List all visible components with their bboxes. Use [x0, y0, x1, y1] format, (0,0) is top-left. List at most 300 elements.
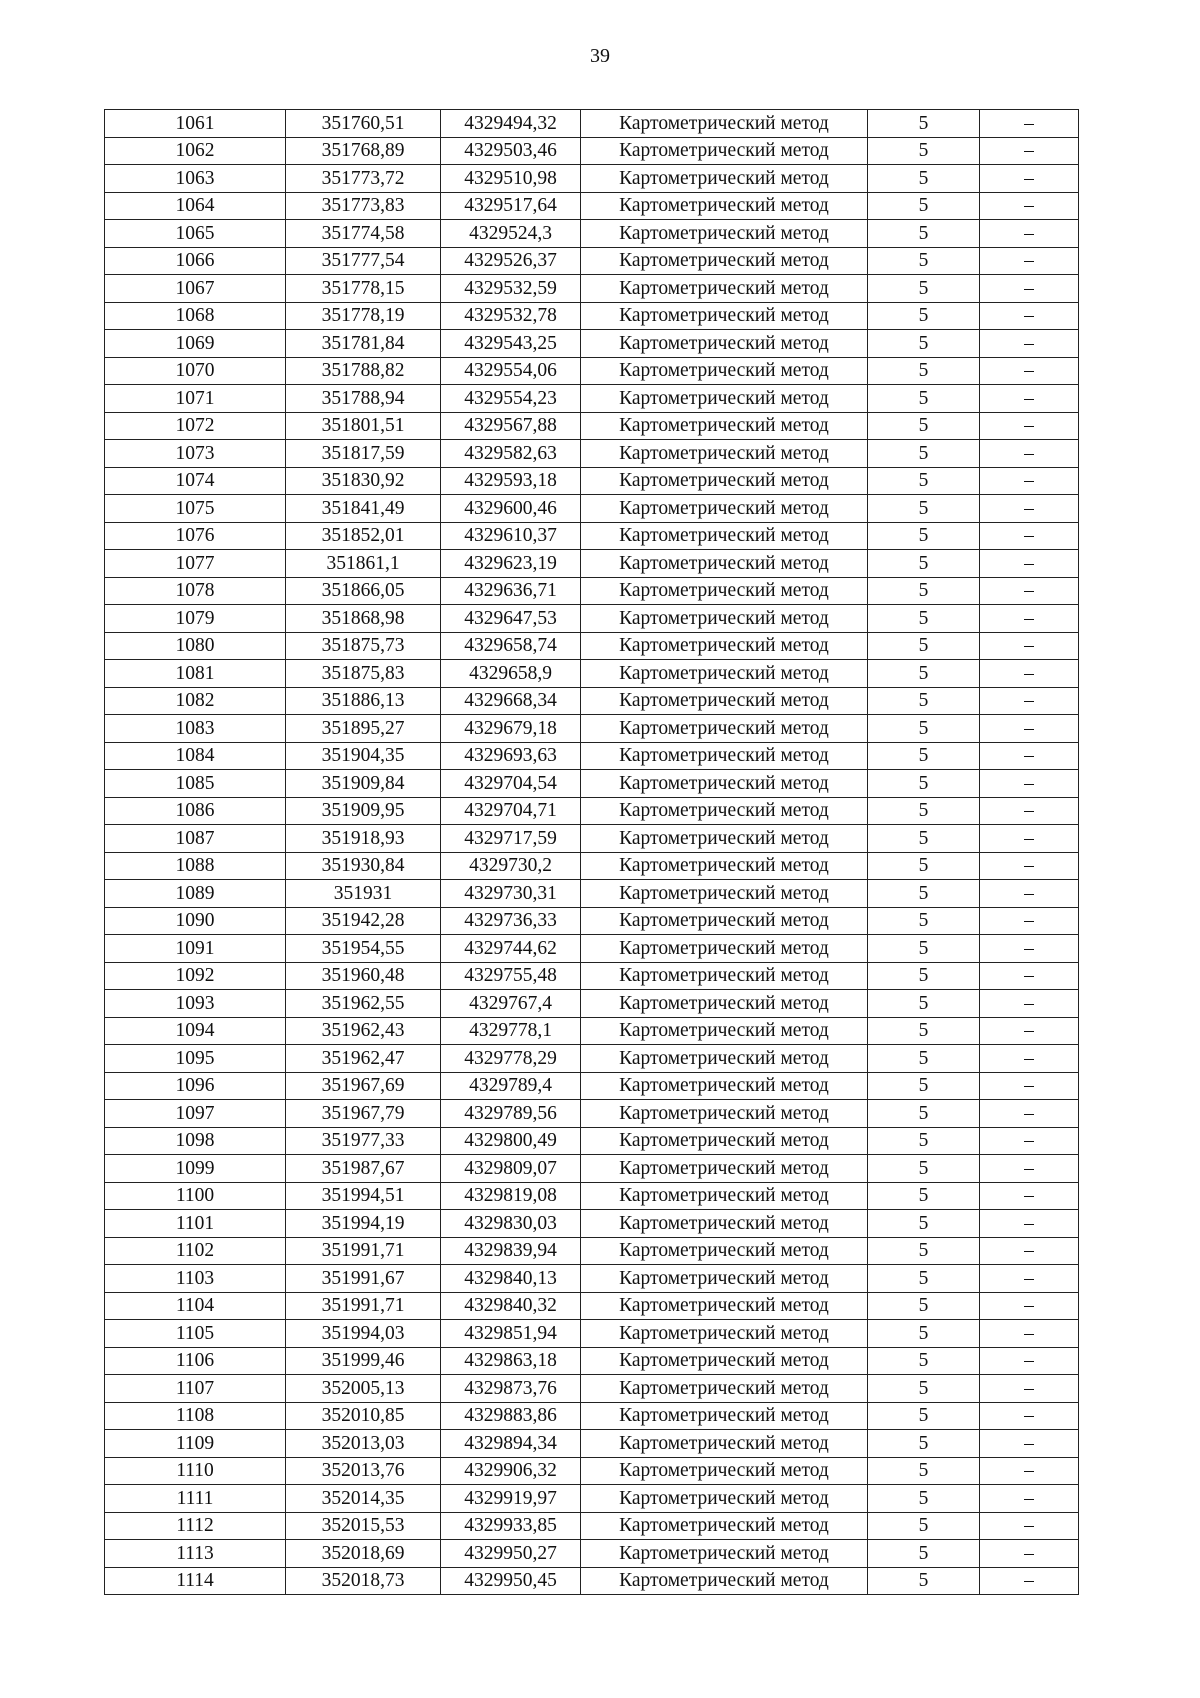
- y-coordinate-cell: 4329582,63: [441, 440, 581, 468]
- table-row: [105, 660, 1079, 688]
- y-coordinate-cell: 4329554,23: [441, 385, 581, 413]
- method-cell: Картометрический метод: [581, 1210, 868, 1238]
- point-number-cell: 1105: [105, 1320, 286, 1348]
- description-cell: –: [980, 687, 1079, 715]
- accuracy-cell: 5: [868, 192, 980, 220]
- method-cell: Картометрический метод: [581, 1045, 868, 1073]
- y-coordinate-cell: 4329730,2: [441, 852, 581, 880]
- x-coordinate-cell: 351977,33: [286, 1127, 441, 1155]
- method-cell: Картометрический метод: [581, 385, 868, 413]
- method-cell: Картометрический метод: [581, 1402, 868, 1430]
- description-cell: –: [980, 1540, 1079, 1568]
- table-row: [105, 1292, 1079, 1320]
- description-cell: –: [980, 1567, 1079, 1595]
- y-coordinate-cell: 4329883,86: [441, 1402, 581, 1430]
- description-cell: –: [980, 880, 1079, 908]
- point-number-cell: 1095: [105, 1045, 286, 1073]
- accuracy-cell: 5: [868, 1155, 980, 1183]
- method-cell: Картометрический метод: [581, 935, 868, 963]
- point-number-cell: 1061: [105, 110, 286, 138]
- y-coordinate-cell: 4329593,18: [441, 467, 581, 495]
- y-coordinate-cell: 4329778,1: [441, 1017, 581, 1045]
- description-cell: –: [980, 962, 1079, 990]
- point-number-cell: 1089: [105, 880, 286, 908]
- description-cell: –: [980, 137, 1079, 165]
- x-coordinate-cell: 352005,13: [286, 1375, 441, 1403]
- description-cell: –: [980, 1182, 1079, 1210]
- description-cell: –: [980, 797, 1079, 825]
- y-coordinate-cell: 4329800,49: [441, 1127, 581, 1155]
- description-cell: –: [980, 1485, 1079, 1513]
- description-cell: –: [980, 522, 1079, 550]
- table-row: [105, 1265, 1079, 1293]
- description-cell: –: [980, 770, 1079, 798]
- x-coordinate-cell: 351841,49: [286, 495, 441, 523]
- y-coordinate-cell: 4329668,34: [441, 687, 581, 715]
- point-number-cell: 1068: [105, 302, 286, 330]
- x-coordinate-cell: 351788,94: [286, 385, 441, 413]
- table-row: [105, 990, 1079, 1018]
- table-row: [105, 550, 1079, 578]
- x-coordinate-cell: 351886,13: [286, 687, 441, 715]
- x-coordinate-cell: 351760,51: [286, 110, 441, 138]
- y-coordinate-cell: 4329919,97: [441, 1485, 581, 1513]
- method-cell: Картометрический метод: [581, 907, 868, 935]
- y-coordinate-cell: 4329789,4: [441, 1072, 581, 1100]
- x-coordinate-cell: 351778,19: [286, 302, 441, 330]
- method-cell: Картометрический метод: [581, 1430, 868, 1458]
- point-number-cell: 1065: [105, 220, 286, 248]
- x-coordinate-cell: 351875,83: [286, 660, 441, 688]
- accuracy-cell: 5: [868, 1430, 980, 1458]
- table-row: [105, 1182, 1079, 1210]
- table-row: [105, 1430, 1079, 1458]
- x-coordinate-cell: 351868,98: [286, 605, 441, 633]
- table-row: [105, 385, 1079, 413]
- accuracy-cell: 5: [868, 962, 980, 990]
- point-number-cell: 1102: [105, 1237, 286, 1265]
- method-cell: Картометрический метод: [581, 1155, 868, 1183]
- table-row: [105, 1347, 1079, 1375]
- x-coordinate-cell: 351962,43: [286, 1017, 441, 1045]
- table-row: [105, 330, 1079, 358]
- table-row: [105, 1540, 1079, 1568]
- accuracy-cell: 5: [868, 522, 980, 550]
- table-row: [105, 467, 1079, 495]
- y-coordinate-cell: 4329778,29: [441, 1045, 581, 1073]
- point-number-cell: 1099: [105, 1155, 286, 1183]
- method-cell: Картометрический метод: [581, 797, 868, 825]
- accuracy-cell: 5: [868, 137, 980, 165]
- accuracy-cell: 5: [868, 660, 980, 688]
- x-coordinate-cell: 351967,69: [286, 1072, 441, 1100]
- x-coordinate-cell: 351942,28: [286, 907, 441, 935]
- point-number-cell: 1088: [105, 852, 286, 880]
- y-coordinate-cell: 4329755,48: [441, 962, 581, 990]
- accuracy-cell: 5: [868, 935, 980, 963]
- table-row: [105, 302, 1079, 330]
- x-coordinate-cell: 351991,71: [286, 1237, 441, 1265]
- description-cell: –: [980, 825, 1079, 853]
- accuracy-cell: 5: [868, 880, 980, 908]
- x-coordinate-cell: 351781,84: [286, 330, 441, 358]
- y-coordinate-cell: 4329658,9: [441, 660, 581, 688]
- method-cell: Картометрический метод: [581, 852, 868, 880]
- accuracy-cell: 5: [868, 687, 980, 715]
- accuracy-cell: 5: [868, 1402, 980, 1430]
- coordinates-table: [104, 109, 1079, 1595]
- table-row: [105, 192, 1079, 220]
- x-coordinate-cell: 351852,01: [286, 522, 441, 550]
- x-coordinate-cell: 351987,67: [286, 1155, 441, 1183]
- x-coordinate-cell: 351861,1: [286, 550, 441, 578]
- table-row: [105, 1375, 1079, 1403]
- table-row: [105, 1320, 1079, 1348]
- y-coordinate-cell: 4329647,53: [441, 605, 581, 633]
- table-row: [105, 1210, 1079, 1238]
- method-cell: Картометрический метод: [581, 192, 868, 220]
- method-cell: Картометрический метод: [581, 1320, 868, 1348]
- accuracy-cell: 5: [868, 1512, 980, 1540]
- table-row: [105, 687, 1079, 715]
- method-cell: Картометрический метод: [581, 1485, 868, 1513]
- accuracy-cell: 5: [868, 412, 980, 440]
- x-coordinate-cell: 352014,35: [286, 1485, 441, 1513]
- accuracy-cell: 5: [868, 1457, 980, 1485]
- table-row: [105, 1457, 1079, 1485]
- x-coordinate-cell: 351866,05: [286, 577, 441, 605]
- table-row: [105, 1485, 1079, 1513]
- method-cell: Картометрический метод: [581, 1347, 868, 1375]
- accuracy-cell: 5: [868, 1182, 980, 1210]
- point-number-cell: 1113: [105, 1540, 286, 1568]
- method-cell: Картометрический метод: [581, 880, 868, 908]
- point-number-cell: 1086: [105, 797, 286, 825]
- y-coordinate-cell: 4329863,18: [441, 1347, 581, 1375]
- x-coordinate-cell: 351994,03: [286, 1320, 441, 1348]
- point-number-cell: 1075: [105, 495, 286, 523]
- page-number: 39: [590, 45, 610, 67]
- table-row: [105, 605, 1079, 633]
- y-coordinate-cell: 4329809,07: [441, 1155, 581, 1183]
- table-row: [105, 852, 1079, 880]
- x-coordinate-cell: 351960,48: [286, 962, 441, 990]
- y-coordinate-cell: 4329517,64: [441, 192, 581, 220]
- x-coordinate-cell: 352013,76: [286, 1457, 441, 1485]
- method-cell: Картометрический метод: [581, 467, 868, 495]
- description-cell: –: [980, 660, 1079, 688]
- coordinates-table-body: [105, 110, 1079, 1595]
- accuracy-cell: 5: [868, 1237, 980, 1265]
- description-cell: –: [980, 330, 1079, 358]
- x-coordinate-cell: 351895,27: [286, 715, 441, 743]
- y-coordinate-cell: 4329789,56: [441, 1100, 581, 1128]
- y-coordinate-cell: 4329526,37: [441, 247, 581, 275]
- point-number-cell: 1077: [105, 550, 286, 578]
- method-cell: Картометрический метод: [581, 275, 868, 303]
- x-coordinate-cell: 351830,92: [286, 467, 441, 495]
- description-cell: –: [980, 907, 1079, 935]
- y-coordinate-cell: 4329851,94: [441, 1320, 581, 1348]
- description-cell: –: [980, 1512, 1079, 1540]
- y-coordinate-cell: 4329704,54: [441, 770, 581, 798]
- method-cell: Картометрический метод: [581, 715, 868, 743]
- point-number-cell: 1062: [105, 137, 286, 165]
- y-coordinate-cell: 4329543,25: [441, 330, 581, 358]
- table-row: [105, 935, 1079, 963]
- y-coordinate-cell: 4329503,46: [441, 137, 581, 165]
- point-number-cell: 1106: [105, 1347, 286, 1375]
- table-row: [105, 495, 1079, 523]
- accuracy-cell: 5: [868, 1540, 980, 1568]
- method-cell: Картометрический метод: [581, 1237, 868, 1265]
- accuracy-cell: 5: [868, 632, 980, 660]
- description-cell: –: [980, 1045, 1079, 1073]
- y-coordinate-cell: 4329679,18: [441, 715, 581, 743]
- y-coordinate-cell: 4329950,45: [441, 1567, 581, 1595]
- point-number-cell: 1064: [105, 192, 286, 220]
- x-coordinate-cell: 351931: [286, 880, 441, 908]
- table-row: [105, 1402, 1079, 1430]
- description-cell: –: [980, 1210, 1079, 1238]
- table-row: [105, 1072, 1079, 1100]
- y-coordinate-cell: 4329717,59: [441, 825, 581, 853]
- accuracy-cell: 5: [868, 550, 980, 578]
- accuracy-cell: 5: [868, 495, 980, 523]
- point-number-cell: 1091: [105, 935, 286, 963]
- y-coordinate-cell: 4329839,94: [441, 1237, 581, 1265]
- method-cell: Картометрический метод: [581, 302, 868, 330]
- point-number-cell: 1101: [105, 1210, 286, 1238]
- accuracy-cell: 5: [868, 1485, 980, 1513]
- table-row: [105, 137, 1079, 165]
- description-cell: –: [980, 1072, 1079, 1100]
- table-row: [105, 632, 1079, 660]
- accuracy-cell: 5: [868, 1265, 980, 1293]
- accuracy-cell: 5: [868, 220, 980, 248]
- description-cell: –: [980, 1017, 1079, 1045]
- point-number-cell: 1071: [105, 385, 286, 413]
- x-coordinate-cell: 351817,59: [286, 440, 441, 468]
- method-cell: Картометрический метод: [581, 1072, 868, 1100]
- y-coordinate-cell: 4329610,37: [441, 522, 581, 550]
- method-cell: Картометрический метод: [581, 247, 868, 275]
- x-coordinate-cell: 351918,93: [286, 825, 441, 853]
- point-number-cell: 1103: [105, 1265, 286, 1293]
- table-row: [105, 1567, 1079, 1595]
- y-coordinate-cell: 4329840,13: [441, 1265, 581, 1293]
- description-cell: –: [980, 412, 1079, 440]
- point-number-cell: 1097: [105, 1100, 286, 1128]
- x-coordinate-cell: 351994,19: [286, 1210, 441, 1238]
- accuracy-cell: 5: [868, 1320, 980, 1348]
- method-cell: Картометрический метод: [581, 825, 868, 853]
- y-coordinate-cell: 4329532,59: [441, 275, 581, 303]
- description-cell: –: [980, 110, 1079, 138]
- accuracy-cell: 5: [868, 797, 980, 825]
- accuracy-cell: 5: [868, 605, 980, 633]
- method-cell: Картометрический метод: [581, 110, 868, 138]
- method-cell: Картометрический метод: [581, 605, 868, 633]
- x-coordinate-cell: 351777,54: [286, 247, 441, 275]
- point-number-cell: 1082: [105, 687, 286, 715]
- accuracy-cell: 5: [868, 577, 980, 605]
- accuracy-cell: 5: [868, 385, 980, 413]
- accuracy-cell: 5: [868, 302, 980, 330]
- description-cell: –: [980, 1292, 1079, 1320]
- description-cell: –: [980, 302, 1079, 330]
- point-number-cell: 1074: [105, 467, 286, 495]
- table-row: [105, 247, 1079, 275]
- description-cell: –: [980, 990, 1079, 1018]
- point-number-cell: 1110: [105, 1457, 286, 1485]
- description-cell: –: [980, 1265, 1079, 1293]
- method-cell: Картометрический метод: [581, 742, 868, 770]
- y-coordinate-cell: 4329906,32: [441, 1457, 581, 1485]
- table-row: [105, 1127, 1079, 1155]
- method-cell: Картометрический метод: [581, 687, 868, 715]
- x-coordinate-cell: 351788,82: [286, 357, 441, 385]
- accuracy-cell: 5: [868, 467, 980, 495]
- description-cell: –: [980, 715, 1079, 743]
- table-row: [105, 1045, 1079, 1073]
- method-cell: Картометрический метод: [581, 440, 868, 468]
- x-coordinate-cell: 351773,83: [286, 192, 441, 220]
- table-row: [105, 770, 1079, 798]
- accuracy-cell: 5: [868, 715, 980, 743]
- point-number-cell: 1078: [105, 577, 286, 605]
- y-coordinate-cell: 4329510,98: [441, 165, 581, 193]
- accuracy-cell: 5: [868, 1210, 980, 1238]
- point-number-cell: 1100: [105, 1182, 286, 1210]
- point-number-cell: 1098: [105, 1127, 286, 1155]
- x-coordinate-cell: 351999,46: [286, 1347, 441, 1375]
- table-row: [105, 357, 1079, 385]
- table-row: [105, 797, 1079, 825]
- accuracy-cell: 5: [868, 1347, 980, 1375]
- description-cell: –: [980, 385, 1079, 413]
- description-cell: –: [980, 440, 1079, 468]
- method-cell: Картометрический метод: [581, 770, 868, 798]
- accuracy-cell: 5: [868, 275, 980, 303]
- table-row: [105, 1512, 1079, 1540]
- accuracy-cell: 5: [868, 1292, 980, 1320]
- point-number-cell: 1072: [105, 412, 286, 440]
- y-coordinate-cell: 4329554,06: [441, 357, 581, 385]
- description-cell: –: [980, 632, 1079, 660]
- y-coordinate-cell: 4329950,27: [441, 1540, 581, 1568]
- x-coordinate-cell: 351778,15: [286, 275, 441, 303]
- x-coordinate-cell: 351991,71: [286, 1292, 441, 1320]
- point-number-cell: 1079: [105, 605, 286, 633]
- table-row: [105, 577, 1079, 605]
- method-cell: Картометрический метод: [581, 330, 868, 358]
- accuracy-cell: 5: [868, 1017, 980, 1045]
- table-row: [105, 165, 1079, 193]
- method-cell: Картометрический метод: [581, 357, 868, 385]
- x-coordinate-cell: 351994,51: [286, 1182, 441, 1210]
- y-coordinate-cell: 4329736,33: [441, 907, 581, 935]
- x-coordinate-cell: 351954,55: [286, 935, 441, 963]
- method-cell: Картометрический метод: [581, 1567, 868, 1595]
- y-coordinate-cell: 4329767,4: [441, 990, 581, 1018]
- description-cell: –: [980, 1155, 1079, 1183]
- description-cell: –: [980, 1347, 1079, 1375]
- point-number-cell: 1109: [105, 1430, 286, 1458]
- table-row: [105, 440, 1079, 468]
- table-row: [105, 1237, 1079, 1265]
- accuracy-cell: 5: [868, 1375, 980, 1403]
- point-number-cell: 1081: [105, 660, 286, 688]
- method-cell: Картометрический метод: [581, 1017, 868, 1045]
- y-coordinate-cell: 4329693,63: [441, 742, 581, 770]
- x-coordinate-cell: 351801,51: [286, 412, 441, 440]
- table-row: [105, 715, 1079, 743]
- description-cell: –: [980, 467, 1079, 495]
- y-coordinate-cell: 4329744,62: [441, 935, 581, 963]
- accuracy-cell: 5: [868, 852, 980, 880]
- description-cell: –: [980, 935, 1079, 963]
- y-coordinate-cell: 4329704,71: [441, 797, 581, 825]
- description-cell: –: [980, 605, 1079, 633]
- description-cell: –: [980, 192, 1079, 220]
- y-coordinate-cell: 4329894,34: [441, 1430, 581, 1458]
- description-cell: –: [980, 1375, 1079, 1403]
- x-coordinate-cell: 351773,72: [286, 165, 441, 193]
- description-cell: –: [980, 247, 1079, 275]
- description-cell: –: [980, 357, 1079, 385]
- table-row: [105, 1100, 1079, 1128]
- description-cell: –: [980, 1127, 1079, 1155]
- table-row: [105, 1017, 1079, 1045]
- accuracy-cell: 5: [868, 770, 980, 798]
- method-cell: Картометрический метод: [581, 522, 868, 550]
- description-cell: –: [980, 220, 1079, 248]
- point-number-cell: 1090: [105, 907, 286, 935]
- point-number-cell: 1063: [105, 165, 286, 193]
- method-cell: Картометрический метод: [581, 1182, 868, 1210]
- accuracy-cell: 5: [868, 990, 980, 1018]
- x-coordinate-cell: 351768,89: [286, 137, 441, 165]
- y-coordinate-cell: 4329494,32: [441, 110, 581, 138]
- method-cell: Картометрический метод: [581, 1265, 868, 1293]
- x-coordinate-cell: 352018,73: [286, 1567, 441, 1595]
- x-coordinate-cell: 351991,67: [286, 1265, 441, 1293]
- description-cell: –: [980, 1237, 1079, 1265]
- method-cell: Картометрический метод: [581, 1292, 868, 1320]
- point-number-cell: 1087: [105, 825, 286, 853]
- method-cell: Картометрический метод: [581, 495, 868, 523]
- point-number-cell: 1085: [105, 770, 286, 798]
- y-coordinate-cell: 4329933,85: [441, 1512, 581, 1540]
- description-cell: –: [980, 1100, 1079, 1128]
- point-number-cell: 1067: [105, 275, 286, 303]
- method-cell: Картометрический метод: [581, 990, 868, 1018]
- table-row: [105, 110, 1079, 138]
- method-cell: Картометрический метод: [581, 1100, 868, 1128]
- point-number-cell: 1084: [105, 742, 286, 770]
- method-cell: Картометрический метод: [581, 1457, 868, 1485]
- point-number-cell: 1108: [105, 1402, 286, 1430]
- method-cell: Картометрический метод: [581, 632, 868, 660]
- y-coordinate-cell: 4329819,08: [441, 1182, 581, 1210]
- point-number-cell: 1112: [105, 1512, 286, 1540]
- method-cell: Картометрический метод: [581, 412, 868, 440]
- x-coordinate-cell: 351904,35: [286, 742, 441, 770]
- x-coordinate-cell: 351909,84: [286, 770, 441, 798]
- point-number-cell: 1073: [105, 440, 286, 468]
- table-row: [105, 412, 1079, 440]
